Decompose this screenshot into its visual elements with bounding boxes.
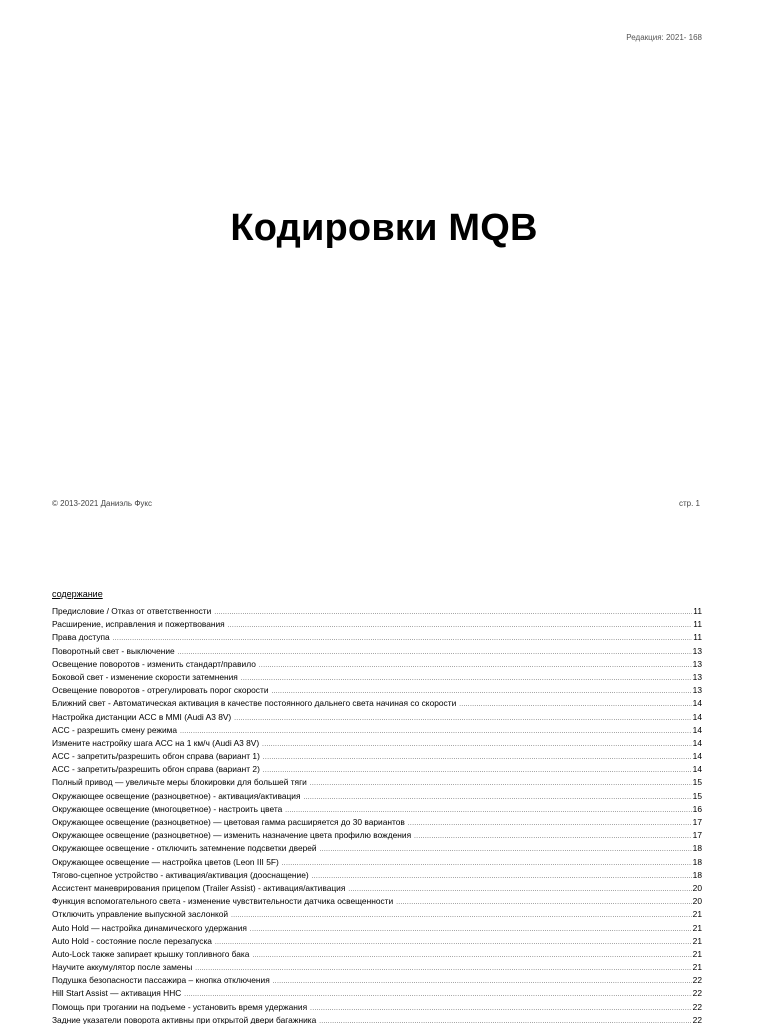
toc-entry-label: Окружающее освещение (разноцветное) — цветовая гамма расширяется до 30 вариантов bbox=[52, 817, 405, 827]
toc-entry-label: Ассистент маневрирования прицепом (Trailer Assist) - активация/активация bbox=[52, 882, 346, 893]
toc-entry[interactable] bbox=[52, 882, 702, 895]
toc-dot-leader bbox=[263, 752, 692, 765]
toc-entry-label: Ближний свет - Автоматическая активация в качестве постоянного дальнего света начиная со скорости bbox=[52, 698, 457, 709]
toc-entry-label: Права доступа bbox=[52, 632, 110, 643]
toc-entry-page: 21 bbox=[692, 948, 702, 959]
toc-entry-label: Расширение, исправления и пожертвования bbox=[52, 619, 225, 630]
toc-entry-page: 21 bbox=[692, 962, 702, 973]
toc-entry[interactable] bbox=[52, 658, 702, 671]
toc-dot-leader bbox=[396, 897, 691, 910]
toc-entry-page: 22 bbox=[692, 1014, 702, 1024]
toc-entry-label: Полный привод — увеличьте меры блокировки для большей тяги bbox=[52, 777, 307, 788]
toc-entry-page: 18 bbox=[692, 869, 702, 880]
toc-entry[interactable] bbox=[52, 908, 702, 921]
toc-dot-leader bbox=[113, 633, 693, 646]
toc-entry-label: Боковой свет - изменение скорости затемнения bbox=[52, 671, 238, 682]
toc-entry-label: Hill Start Assist — активация HHC bbox=[52, 988, 182, 999]
toc-dot-leader bbox=[263, 765, 692, 778]
toc-dot-leader bbox=[241, 673, 692, 686]
toc-entry-page: 17 bbox=[692, 830, 702, 841]
toc-entry-page: 14 bbox=[692, 724, 702, 735]
document-title: Кодировки MQB bbox=[230, 207, 538, 249]
page-number-footer: стр. 1 bbox=[678, 499, 700, 508]
toc-entry[interactable] bbox=[52, 816, 702, 829]
toc-entry-page: 22 bbox=[692, 1001, 702, 1012]
toc-dot-leader bbox=[459, 699, 691, 712]
toc-entry[interactable] bbox=[52, 842, 702, 855]
toc-entry-page: 22 bbox=[692, 988, 702, 999]
toc-entry-label: Auto Hold — настройка динамического удержания bbox=[52, 922, 247, 933]
toc-entry-page: 22 bbox=[692, 975, 702, 986]
toc-entry-page: 16 bbox=[692, 803, 702, 814]
toc-entry-page: 14 bbox=[692, 711, 702, 722]
toc-entry-page: 15 bbox=[692, 777, 702, 788]
toc-entry-label: ACC - запретить/разрешить обгон справа (вариант 1) bbox=[52, 751, 260, 762]
toc-entry[interactable] bbox=[52, 1001, 702, 1014]
toc-entry-page: 14 bbox=[692, 764, 702, 775]
toc-entry[interactable] bbox=[52, 618, 702, 631]
toc-entry-label: Измените настройку шага ACC на 1 км/ч (Audi A3 8V) bbox=[52, 737, 260, 748]
toc-entry[interactable] bbox=[52, 856, 702, 869]
toc-entry-label: Auto-Lock также запирает крышку топливного бака bbox=[52, 948, 250, 959]
toc-entry-label: Окружающее освещение (разноцветное) - активация/активация bbox=[52, 790, 301, 801]
toc-entry-label: Auto Hold - состояние после перезапуска bbox=[52, 935, 212, 946]
toc-entry[interactable] bbox=[52, 711, 702, 724]
toc-entry-label: Окружающее освещение (разноцветное) — изменить назначение цвета профилю вождения bbox=[52, 830, 412, 841]
toc-entry-label: ACC - разрешить смену режима bbox=[52, 724, 178, 735]
toc-dot-leader bbox=[214, 607, 692, 620]
toc-entry-label: Окружающее освещение — настройка цветов (Leon III 5F) bbox=[52, 856, 279, 867]
revision-label: Редакция: 2021- 168 bbox=[626, 33, 702, 42]
toc-entry[interactable] bbox=[52, 790, 702, 803]
toc-entry-label: ACC - запретить/разрешить обгон справа (вариант 2) bbox=[52, 764, 260, 775]
toc-entry-page: 14 bbox=[692, 737, 702, 748]
toc-entry-page: 20 bbox=[692, 882, 702, 893]
toc-entry-label: Предисловие / Отказ от ответственности bbox=[52, 606, 212, 616]
toc-entry-label: Подушка безопасности пассажира – кнопка отключения bbox=[52, 975, 270, 986]
toc-entry[interactable] bbox=[52, 1014, 702, 1024]
toc-dot-leader bbox=[414, 831, 692, 844]
toc-entry-page: 13 bbox=[692, 658, 702, 669]
toc-entry[interactable] bbox=[52, 935, 702, 948]
toc-dot-leader bbox=[250, 924, 692, 937]
toc-dot-leader bbox=[312, 871, 692, 884]
toc-entry-page: 13 bbox=[692, 685, 702, 696]
toc-entry-label: Поворотный свет - выключение bbox=[52, 645, 175, 656]
toc-dot-leader bbox=[234, 713, 691, 726]
toc-entry-label: Отключить управление выпускной заслонкой bbox=[52, 909, 229, 920]
toc-dot-leader bbox=[304, 792, 692, 805]
toc-dot-leader bbox=[310, 1003, 692, 1016]
toc-entry[interactable] bbox=[52, 961, 702, 974]
toc-entry-page: 18 bbox=[692, 856, 702, 867]
toc-list bbox=[52, 605, 702, 1024]
toc-dot-leader bbox=[282, 858, 692, 871]
toc-entry[interactable] bbox=[52, 763, 702, 776]
toc-dot-leader bbox=[215, 937, 692, 950]
toc-entry-page: 11 bbox=[693, 619, 702, 630]
toc-entry[interactable] bbox=[52, 671, 702, 684]
toc-entry[interactable] bbox=[52, 803, 702, 816]
toc-entry-page: 11 bbox=[693, 632, 702, 643]
toc-entry[interactable] bbox=[52, 895, 702, 908]
toc-entry[interactable] bbox=[52, 750, 702, 763]
toc-entry-label: Тягово-сцепное устройство - активация/активация (дооснащение) bbox=[52, 869, 309, 880]
page-gap bbox=[0, 520, 768, 560]
toc-entry-label: Помощь при трогании на подъеме - установить время удержания bbox=[52, 1001, 308, 1012]
toc-dot-leader bbox=[348, 884, 691, 897]
toc-heading: содержание bbox=[52, 589, 103, 599]
toc-entry-label: Задние указатели поворота активны при открытой двери багажника bbox=[52, 1014, 317, 1024]
toc-entry[interactable] bbox=[52, 605, 702, 618]
toc-entry[interactable] bbox=[52, 974, 702, 987]
copyright-footer: © 2013-2021 Даниэль Фукс bbox=[52, 499, 152, 508]
toc-entry-page: 14 bbox=[692, 751, 702, 762]
toc-dot-leader bbox=[273, 976, 692, 989]
toc-page bbox=[0, 560, 768, 1024]
toc-dot-leader bbox=[319, 1016, 691, 1024]
toc-entry[interactable] bbox=[52, 684, 702, 697]
toc-entry-page: 20 bbox=[692, 896, 702, 907]
toc-entry-page: 11 bbox=[693, 606, 702, 616]
toc-entry-page: 14 bbox=[692, 698, 702, 709]
toc-dot-leader bbox=[408, 818, 692, 831]
toc-entry-label: Настройка дистанции ACC в MMI (Audi A3 8V) bbox=[52, 711, 232, 722]
toc-dot-leader bbox=[320, 844, 692, 857]
toc-entry-page: 21 bbox=[692, 935, 702, 946]
toc-entry-page: 21 bbox=[692, 922, 702, 933]
toc-entry[interactable] bbox=[52, 631, 702, 644]
toc-entry-page: 13 bbox=[692, 671, 702, 682]
toc-entry-page: 15 bbox=[692, 790, 702, 801]
toc-entry-label: Окружающее освещение - отключить затемнение подсветки дверей bbox=[52, 843, 317, 854]
toc-entry-label: Освещение поворотов - отрегулировать порог скорости bbox=[52, 685, 269, 696]
toc-dot-leader bbox=[310, 778, 692, 791]
toc-entry[interactable] bbox=[52, 697, 702, 710]
toc-dot-leader bbox=[262, 739, 692, 752]
toc-dot-leader bbox=[228, 620, 693, 633]
toc-entry-label: Освещение поворотов - изменить стандарт/правило bbox=[52, 658, 256, 669]
toc-entry[interactable] bbox=[52, 737, 702, 750]
toc-entry-page: 21 bbox=[692, 909, 702, 920]
toc-entry-page: 18 bbox=[692, 843, 702, 854]
toc-entry-label: Научите аккумулятор после замены bbox=[52, 962, 193, 973]
toc-entry[interactable] bbox=[52, 724, 702, 737]
toc-entry-page: 17 bbox=[692, 817, 702, 827]
toc-entry[interactable] bbox=[52, 922, 702, 935]
toc-entry[interactable] bbox=[52, 645, 702, 658]
toc-entry[interactable] bbox=[52, 987, 702, 1000]
toc-dot-leader bbox=[252, 950, 691, 963]
toc-entry[interactable] bbox=[52, 776, 702, 789]
toc-entry[interactable] bbox=[52, 869, 702, 882]
toc-entry-label: Функция вспомогательного света - изменение чувствительности датчика освещенности bbox=[52, 896, 394, 907]
toc-entry[interactable] bbox=[52, 829, 702, 842]
toc-dot-leader bbox=[259, 660, 692, 673]
toc-entry[interactable] bbox=[52, 948, 702, 961]
toc-entry-page: 13 bbox=[692, 645, 702, 656]
toc-dot-leader bbox=[231, 910, 692, 923]
toc-entry-label: Окружающее освещение (многоцветное) - настроить цвета bbox=[52, 803, 283, 814]
